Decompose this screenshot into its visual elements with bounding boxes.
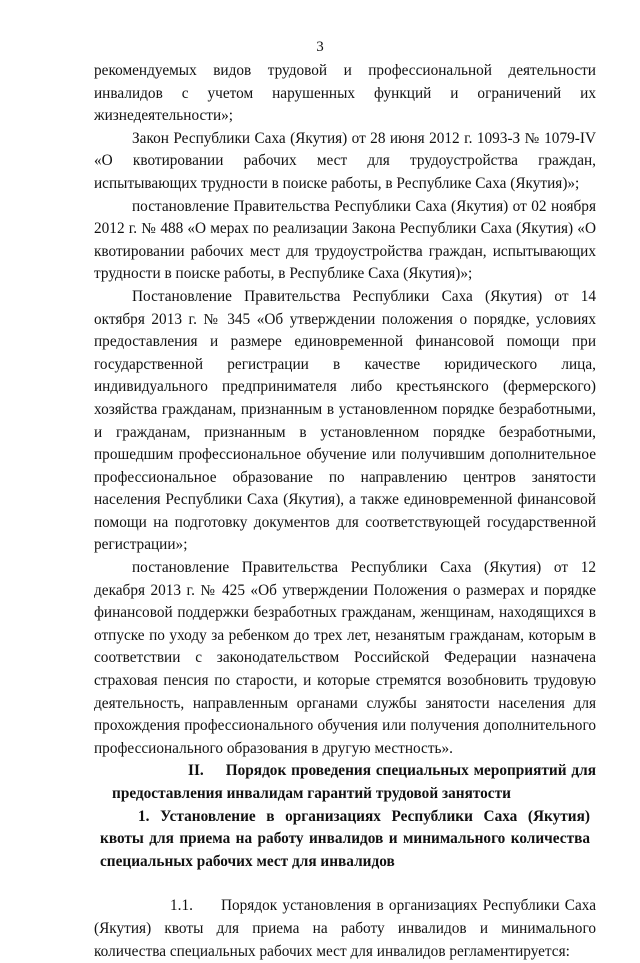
section-number: II.	[188, 762, 204, 780]
page-number: 3	[316, 39, 324, 55]
paragraph-resolution-345: Постановление Правительства Республики Саха (Якутия) от 14 октября 2013 г. № 345 «Об утверждении положения о порядке, условиях предоставления и размере единовременной финансовой помощи при государственной регистрации в качестве юридического лица, индивидуального предпринимателя либо крестьянского (фермерского) хозяйства гражданам, признанным в установленном порядке безработными, и гражданам, признанным в установленном порядке безработными, прошедшим профессиональное обучение или получившим дополнительное профессиональное образование по направлению центров занятости населения Республики Саха (Якутия), а также единовременной финансовой помощи на подготовку документов для соответствующей государственной регистрации»;	[94, 287, 596, 554]
paragraph-resolution-488: постановление Правительства Республики Саха (Якутия) от 02 ноября 2012 г. № 488 «О мерах по реализации Закона Республики Саха (Якутия) «О квотировании рабочих мест для трудоустройства граждан, испытывающих трудности в поиске работы, в Республике Саха (Якутия)»;	[94, 197, 596, 283]
clause-text: Порядок установления в организациях Республики Саха (Якутия) квоты для приема на работу инвалидов и минимального количества специальных рабочих мест для инвалидов регламентируется:	[94, 897, 596, 960]
clause-1-1	[94, 895, 596, 963]
subsection-heading: 1. Установление в организациях Республики Саха (Якутия) квоты для приема на работу инвалидов и минимального количества специальных рабочих мест для инвалидов	[100, 807, 590, 870]
section-heading	[94, 760, 596, 805]
paragraph-continuation: рекомендуемых видов трудовой и профессиональной деятельности инвалидов с учетом нарушенных функций и ограничений их жизнедеятельности»;	[94, 62, 596, 125]
document-body	[94, 60, 596, 963]
paragraph-law-quota: Закон Республики Саха (Якутия) от 28 июня 2012 г. 1093-З № 1079-IV «О квотировании рабочих мест для трудоустройства граждан, испытывающих трудности в поиске работы, в Республике Саха (Якутия)»;	[94, 129, 596, 192]
clause-number: 1.1.	[170, 897, 193, 915]
paragraph-resolution-425: постановление Правительства Республики Саха (Якутия) от 12 декабря 2013 г. № 425 «Об утверждении Положения о размерах и порядке финансовой поддержки безработных гражданам, женщинам, находящихся в отпуске по уходу за ребенком до трех лет, незанятым гражданам, которым в соответствии с законодательством Российской Федерации назначена страховая пенсия по старости, и которые стремятся возобновить трудовую деятельность, направленным органами службы занятости населения для прохождения профессионального обучения или получения дополнительного профессионального образования в другую местность».	[94, 559, 596, 757]
section-title: Порядок проведения специальных мероприятий для предоставления инвалидам гарантий трудовой занятости	[112, 762, 596, 802]
